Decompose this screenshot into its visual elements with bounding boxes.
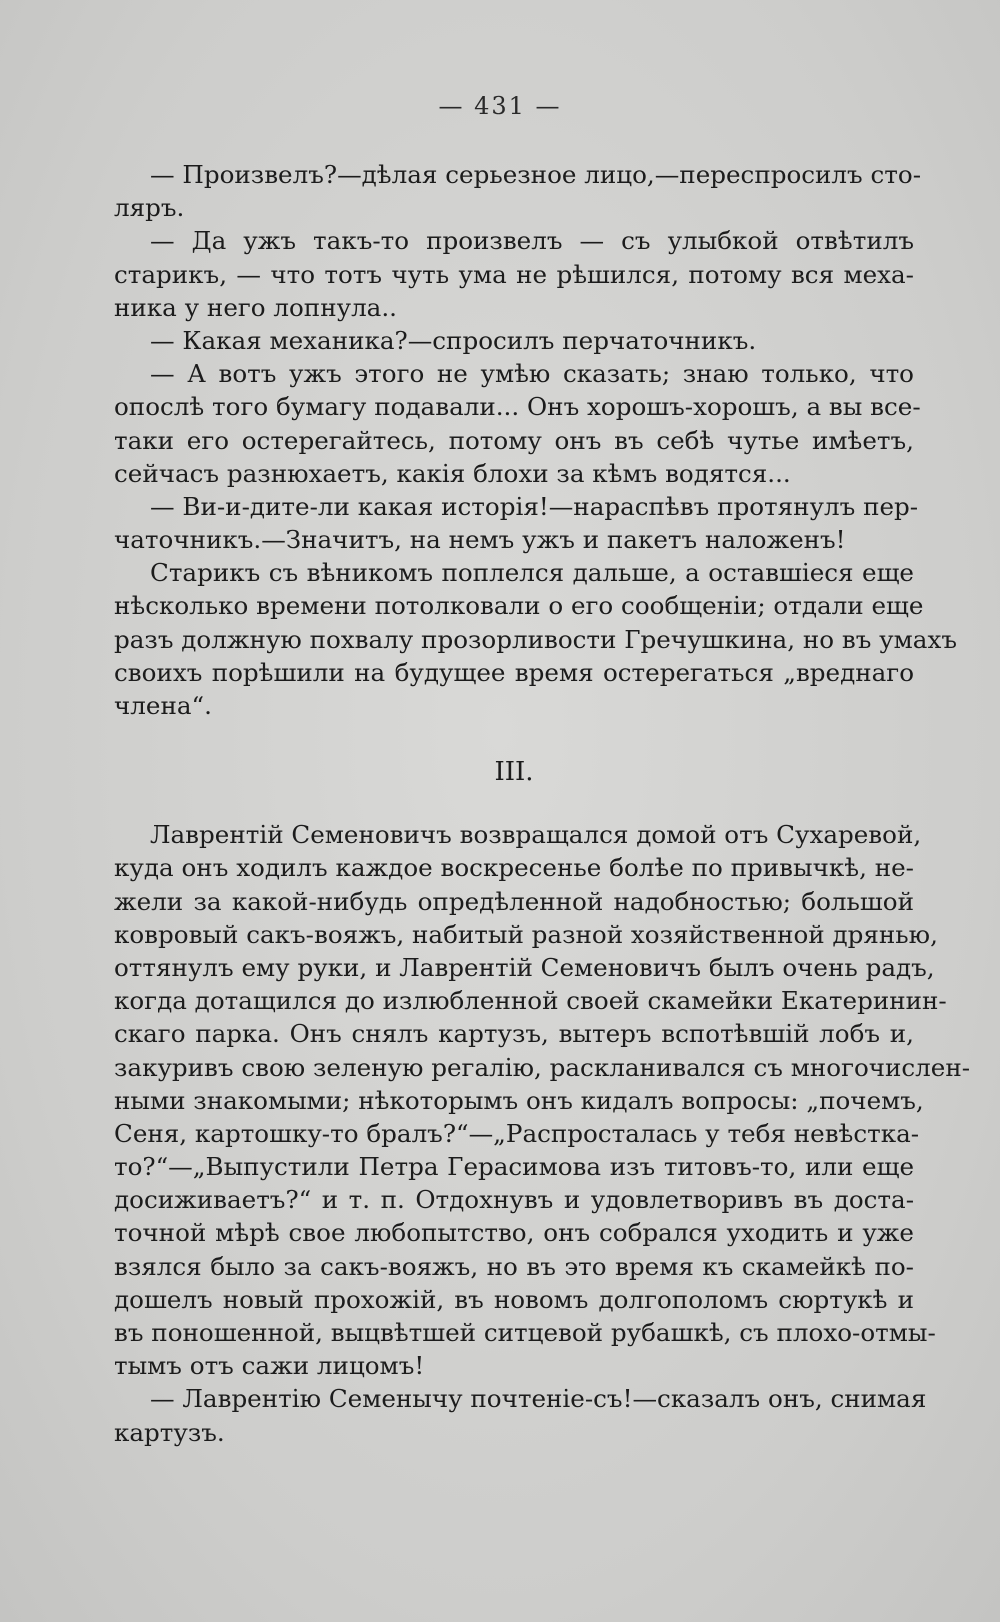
- text-line: жели за какой-нибудь опредѣленной надобностью; большой: [114, 886, 914, 916]
- text-line: ника у него лопнула..: [114, 292, 397, 322]
- text-line: картузъ.: [114, 1417, 225, 1447]
- text-block-top: [114, 158, 957, 722]
- text-line: скаго парка. Онъ снялъ картузъ, вытеръ вспотѣвшій лобъ и,: [114, 1019, 914, 1049]
- text-line: нѣсколько времени потолковали о его сообщеніи; отдали еще: [114, 591, 924, 621]
- text-line: разъ должную похвалу прозорливости Гречушкина, но въ умахъ: [114, 624, 957, 654]
- text-line: таки его остерегайтесь, потому онъ въ себѣ чутье имѣетъ,: [114, 425, 914, 455]
- text-line: въ поношенной, выцвѣтшей ситцевой рубашкѣ, съ плохо-отмы-: [114, 1318, 936, 1347]
- text-line: — Лаврентію Семенычу почтеніе-съ!—сказалъ онъ, снимая: [150, 1384, 927, 1414]
- text-line: ковровый сакъ-вояжъ, набитый разной хозяйственной дрянью,: [114, 919, 938, 949]
- page-text: [114, 158, 971, 1449]
- text-line: оттянулъ ему руки, и Лаврентій Семеновичъ былъ очень радъ,: [114, 952, 935, 982]
- text-line: Сеня, картошку-то бралъ?“—„Распросталась у тебя невѣстка-: [114, 1118, 920, 1148]
- text-line: точной мѣрѣ свое любопытство, онъ собрался уходить и уже: [114, 1218, 914, 1248]
- text-line: взялся было за сакъ-вояжъ, но въ это время къ скамейкѣ по-: [114, 1251, 914, 1281]
- text-line: ляръ.: [114, 193, 185, 223]
- text-line: своихъ порѣшили на будущее время остерегаться „вреднаго: [114, 657, 914, 687]
- section-heading: III.: [494, 757, 534, 788]
- text-line: дошелъ новый прохожій, въ новомъ долгополомъ сюртукѣ и: [114, 1284, 914, 1314]
- text-line: ными знакомыми; нѣкоторымъ онъ кидалъ вопросы: „почемъ,: [114, 1085, 924, 1115]
- text-line: — Какая механика?—спросилъ перчаточникъ.: [150, 325, 757, 355]
- text-line: — Произвелъ?—дѣлая серьезное лицо,—переспросилъ сто-: [150, 160, 922, 189]
- text-line: сейчасъ разнюхаетъ, какія блохи за кѣмъ водятся...: [114, 458, 791, 488]
- text-line: опослѣ того бумагу подавали... Онъ хорошъ-хорошъ, а вы все-: [114, 392, 921, 422]
- text-line: закуривъ свою зеленую регалію, раскланивался съ многочислен-: [114, 1052, 971, 1082]
- text-line: члена“.: [114, 691, 212, 720]
- page-number: — 431 —: [438, 92, 562, 120]
- text-block-bottom: [114, 818, 971, 1449]
- text-line: — Ви-и-дите-ли какая исторія!—нараспѣвъ протянулъ пер-: [150, 491, 919, 521]
- text-line: старикъ, — что тотъ чуть ума не рѣшился, потому вся меха-: [114, 259, 914, 289]
- text-line: Лаврентій Семеновичъ возвращался домой отъ Сухаревой,: [150, 820, 922, 850]
- text-line: чаточникъ.—Значитъ, на немъ ужъ и пакетъ наложенъ!: [114, 525, 846, 555]
- text-line: — Да ужъ такъ-то произвелъ — съ улыбкой отвѣтилъ: [150, 226, 914, 256]
- text-line: досиживаетъ?“ и т. п. Отдохнувъ и удовлетворивъ въ доста-: [114, 1185, 914, 1215]
- text-line: куда онъ ходилъ каждое воскресенье болѣе по привычкѣ, не-: [114, 853, 914, 883]
- text-line: то?“—„Выпустили Петра Герасимова изъ титовъ-то, или еще: [114, 1152, 914, 1182]
- text-line: когда дотащился до излюбленной своей скамейки Екатеринин-: [114, 986, 947, 1016]
- text-line: тымъ отъ сажи лицомъ!: [114, 1351, 425, 1381]
- text-line: Старикъ съ вѣникомъ поплелся дальше, а оставшіеся еще: [150, 558, 914, 588]
- text-line: — А вотъ ужъ этого не умѣю сказать; знаю только, что: [150, 359, 914, 389]
